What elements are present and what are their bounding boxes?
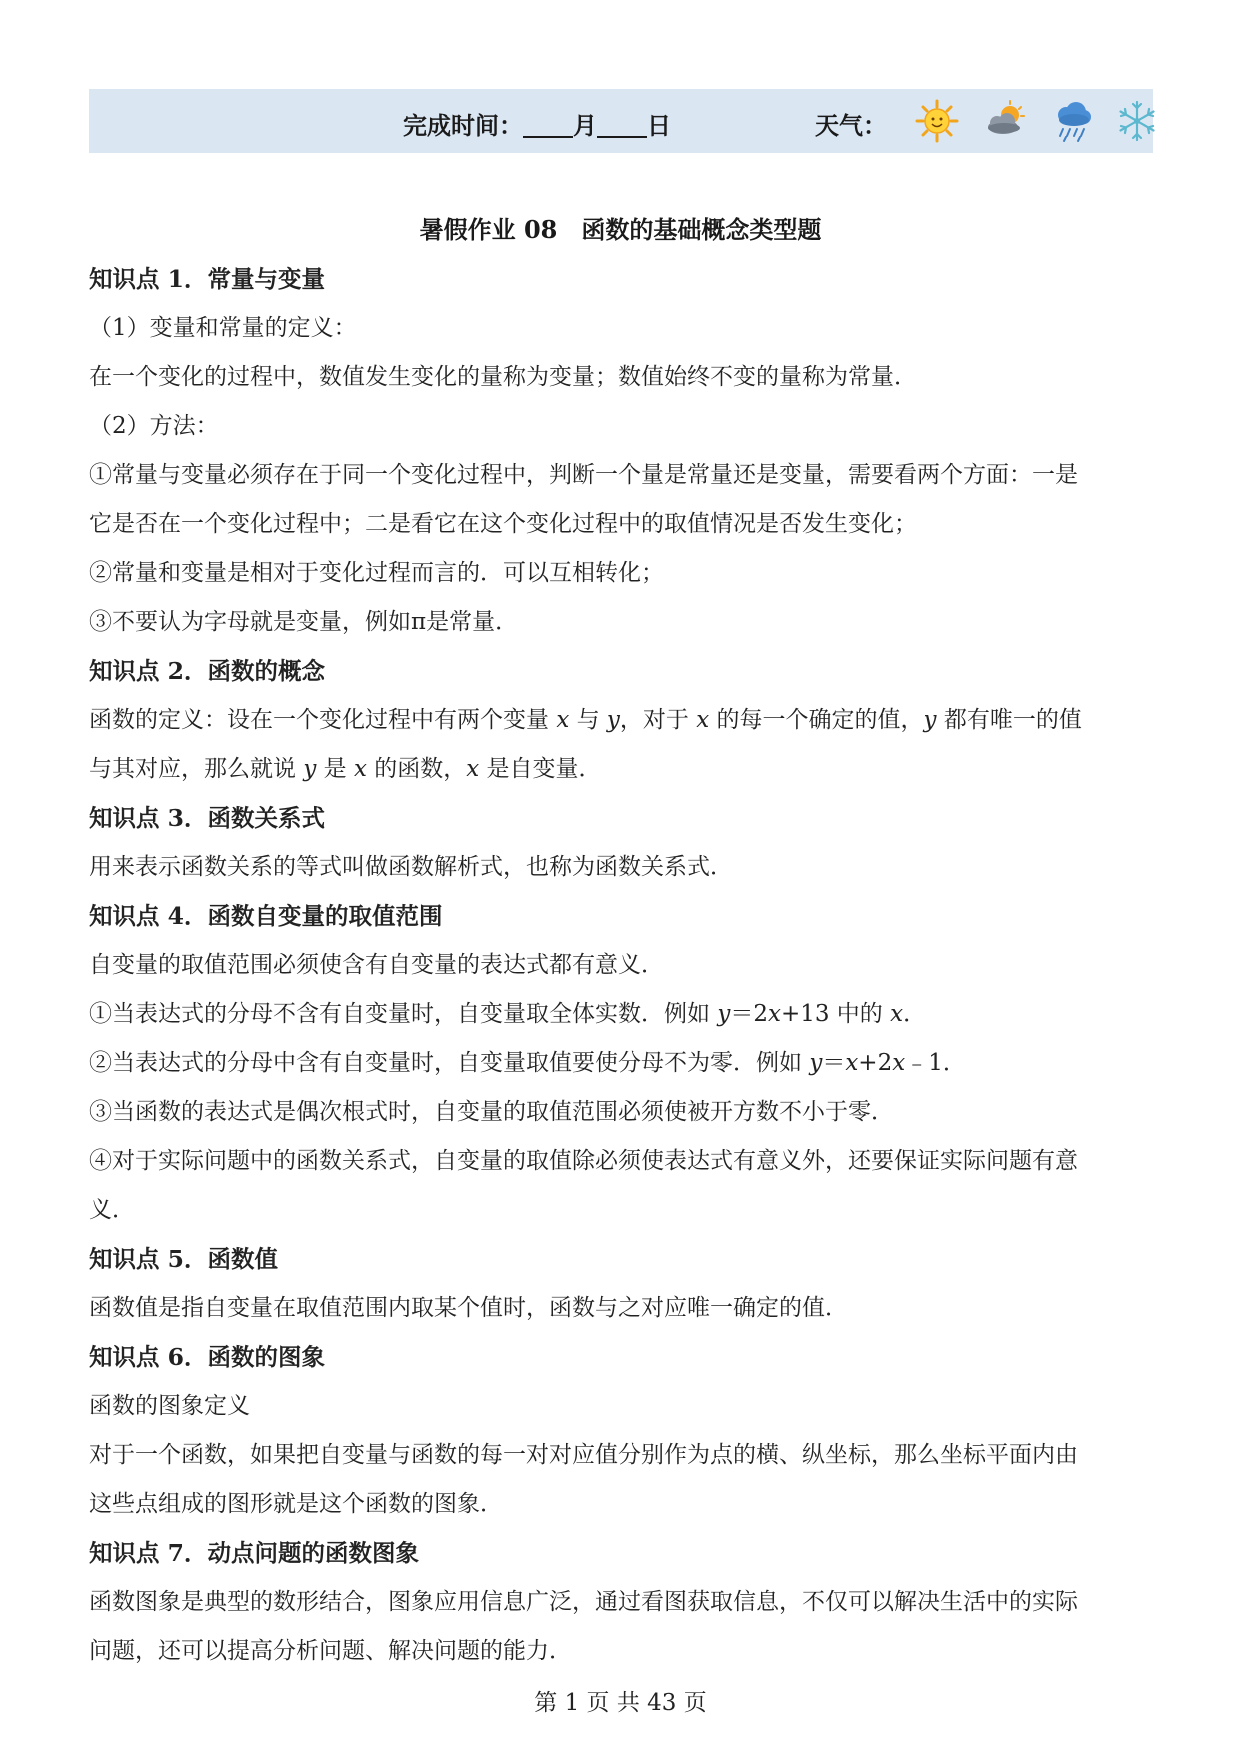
content [89,255,1153,1676]
text-run: 都有唯一的值 [936,707,1082,733]
section-heading-1: 知识点 1．常量与变量 [89,265,326,293]
paragraph-line: 在一个变化的过程中，数值发生变化的量称为变量；数值始终不变的量称为常量． [89,364,917,390]
text-run: +13 中的 [780,1001,891,1027]
variable: y [717,1001,731,1027]
text-run: 是 [316,756,354,782]
paragraph-line [89,696,1153,745]
header-bar [89,89,1153,153]
paragraph-line: 用来表示函数关系的等式叫做函数解析式，也称为函数关系式． [89,854,733,880]
text-run: ＝2 [730,1001,768,1027]
text-run: ． [903,1001,927,1027]
text-run: 的函数， [366,756,467,782]
paragraph-line: ③当函数的表达式是偶次根式时，自变量的取值范围必须使被开方数不小于零． [89,1099,894,1125]
variable: x [466,756,480,782]
month-blank [523,112,573,138]
paragraph-line: （2）方法： [89,413,219,439]
section-heading-5: 知识点 5．函数值 [89,1245,279,1273]
variable: x [767,1001,781,1027]
text-run: ﹣1． [905,1050,966,1076]
paragraph-line [89,990,1153,1039]
variable: x [892,1050,906,1076]
section-heading-3: 知识点 3．函数关系式 [89,804,326,832]
paragraph-line: 函数的图象定义 [89,1393,250,1419]
paragraph-line: 自变量的取值范围必须使含有自变量的表达式都有意义． [89,952,664,978]
variable: y [809,1050,823,1076]
weather-label: 天气： [815,111,887,140]
rain-icon [1051,99,1095,143]
paragraph-line: （1）变量和常量的定义： [89,315,357,341]
paragraph-line: ④对于实际问题中的函数关系式，自变量的取值除必须使表达式有意义外，还要保证实际问题有意 [89,1148,1078,1174]
variable: x [890,1001,904,1027]
section-heading-7: 知识点 7．动点问题的函数图象 [89,1539,420,1567]
section-heading-4: 知识点 4．函数自变量的取值范围 [89,902,443,930]
variable: x [353,756,367,782]
paragraph-line [89,1039,1153,1088]
paragraph-line: 函数图象是典型的数形结合，图象应用信息广泛，通过看图获取信息，不仅可以解决生活中的实际 [89,1589,1078,1615]
text-run: ＝ [822,1050,846,1076]
paragraph-line: 这些点组成的图形就是这个函数的图象． [89,1491,503,1517]
variable: y [303,756,317,782]
paragraph-line: 它是否在一个变化过程中；二是看它在这个变化过程中的取值情况是否发生变化； [89,511,917,537]
variable: x [845,1050,859,1076]
variable: y [606,707,620,733]
document-title: 暑假作业 08 函数的基础概念类型题 [419,215,822,244]
variable: y [923,707,937,733]
variable: x [556,707,570,733]
paragraph-line: ②常量和变量是相对于变化过程而言的．可以互相转化； [89,560,664,586]
text-run: ②当表达式的分母中含有自变量时，自变量取值要使分母不为零．例如 [89,1050,810,1076]
text-run: 是自变量． [479,756,602,782]
page-footer: 第 1 页 共 43 页 [534,1690,707,1716]
paragraph-line: 义． [89,1197,135,1223]
paragraph-line: ③不要认为字母就是变量，例如π是常量． [89,609,519,635]
text-run: ①当表达式的分母不含有自变量时，自变量取全体实数．例如 [89,1001,718,1027]
section-heading-6: 知识点 6．函数的图象 [89,1343,326,1371]
snowflake-icon [1115,99,1159,143]
paragraph-line: ①常量与变量必须存在于同一个变化过程中，判断一个量是常量还是变量，需要看两个方面：一是 [89,462,1078,488]
sun-icon [915,99,959,143]
text-run: 函数的定义：设在一个变化过程中有两个变量 [89,707,557,733]
variable: x [696,707,710,733]
cloudy-sun-icon [983,99,1027,143]
day-label: 日 [647,111,671,140]
text-run: +2 [858,1050,893,1076]
paragraph-line: 函数值是指自变量在取值范围内取某个值时，函数与之对应唯一确定的值． [89,1295,848,1321]
time-label: 完成时间： [403,111,523,140]
text-run: 与其对应，那么就说 [89,756,304,782]
paragraph-line [89,745,1153,794]
month-label: 月 [573,111,597,140]
text-run: ，对于 [619,707,697,733]
section-heading-2: 知识点 2．函数的概念 [89,657,326,685]
completion-time [403,106,671,141]
text-run: 与 [569,707,607,733]
paragraph-line: 问题，还可以提高分析问题、解决问题的能力． [89,1638,572,1664]
paragraph-line: 对于一个函数，如果把自变量与函数的每一对对应值分别作为点的横、纵坐标，那么坐标平面内由 [89,1442,1078,1468]
day-blank [597,112,647,138]
text-run: 的每一个确定的值， [709,707,924,733]
